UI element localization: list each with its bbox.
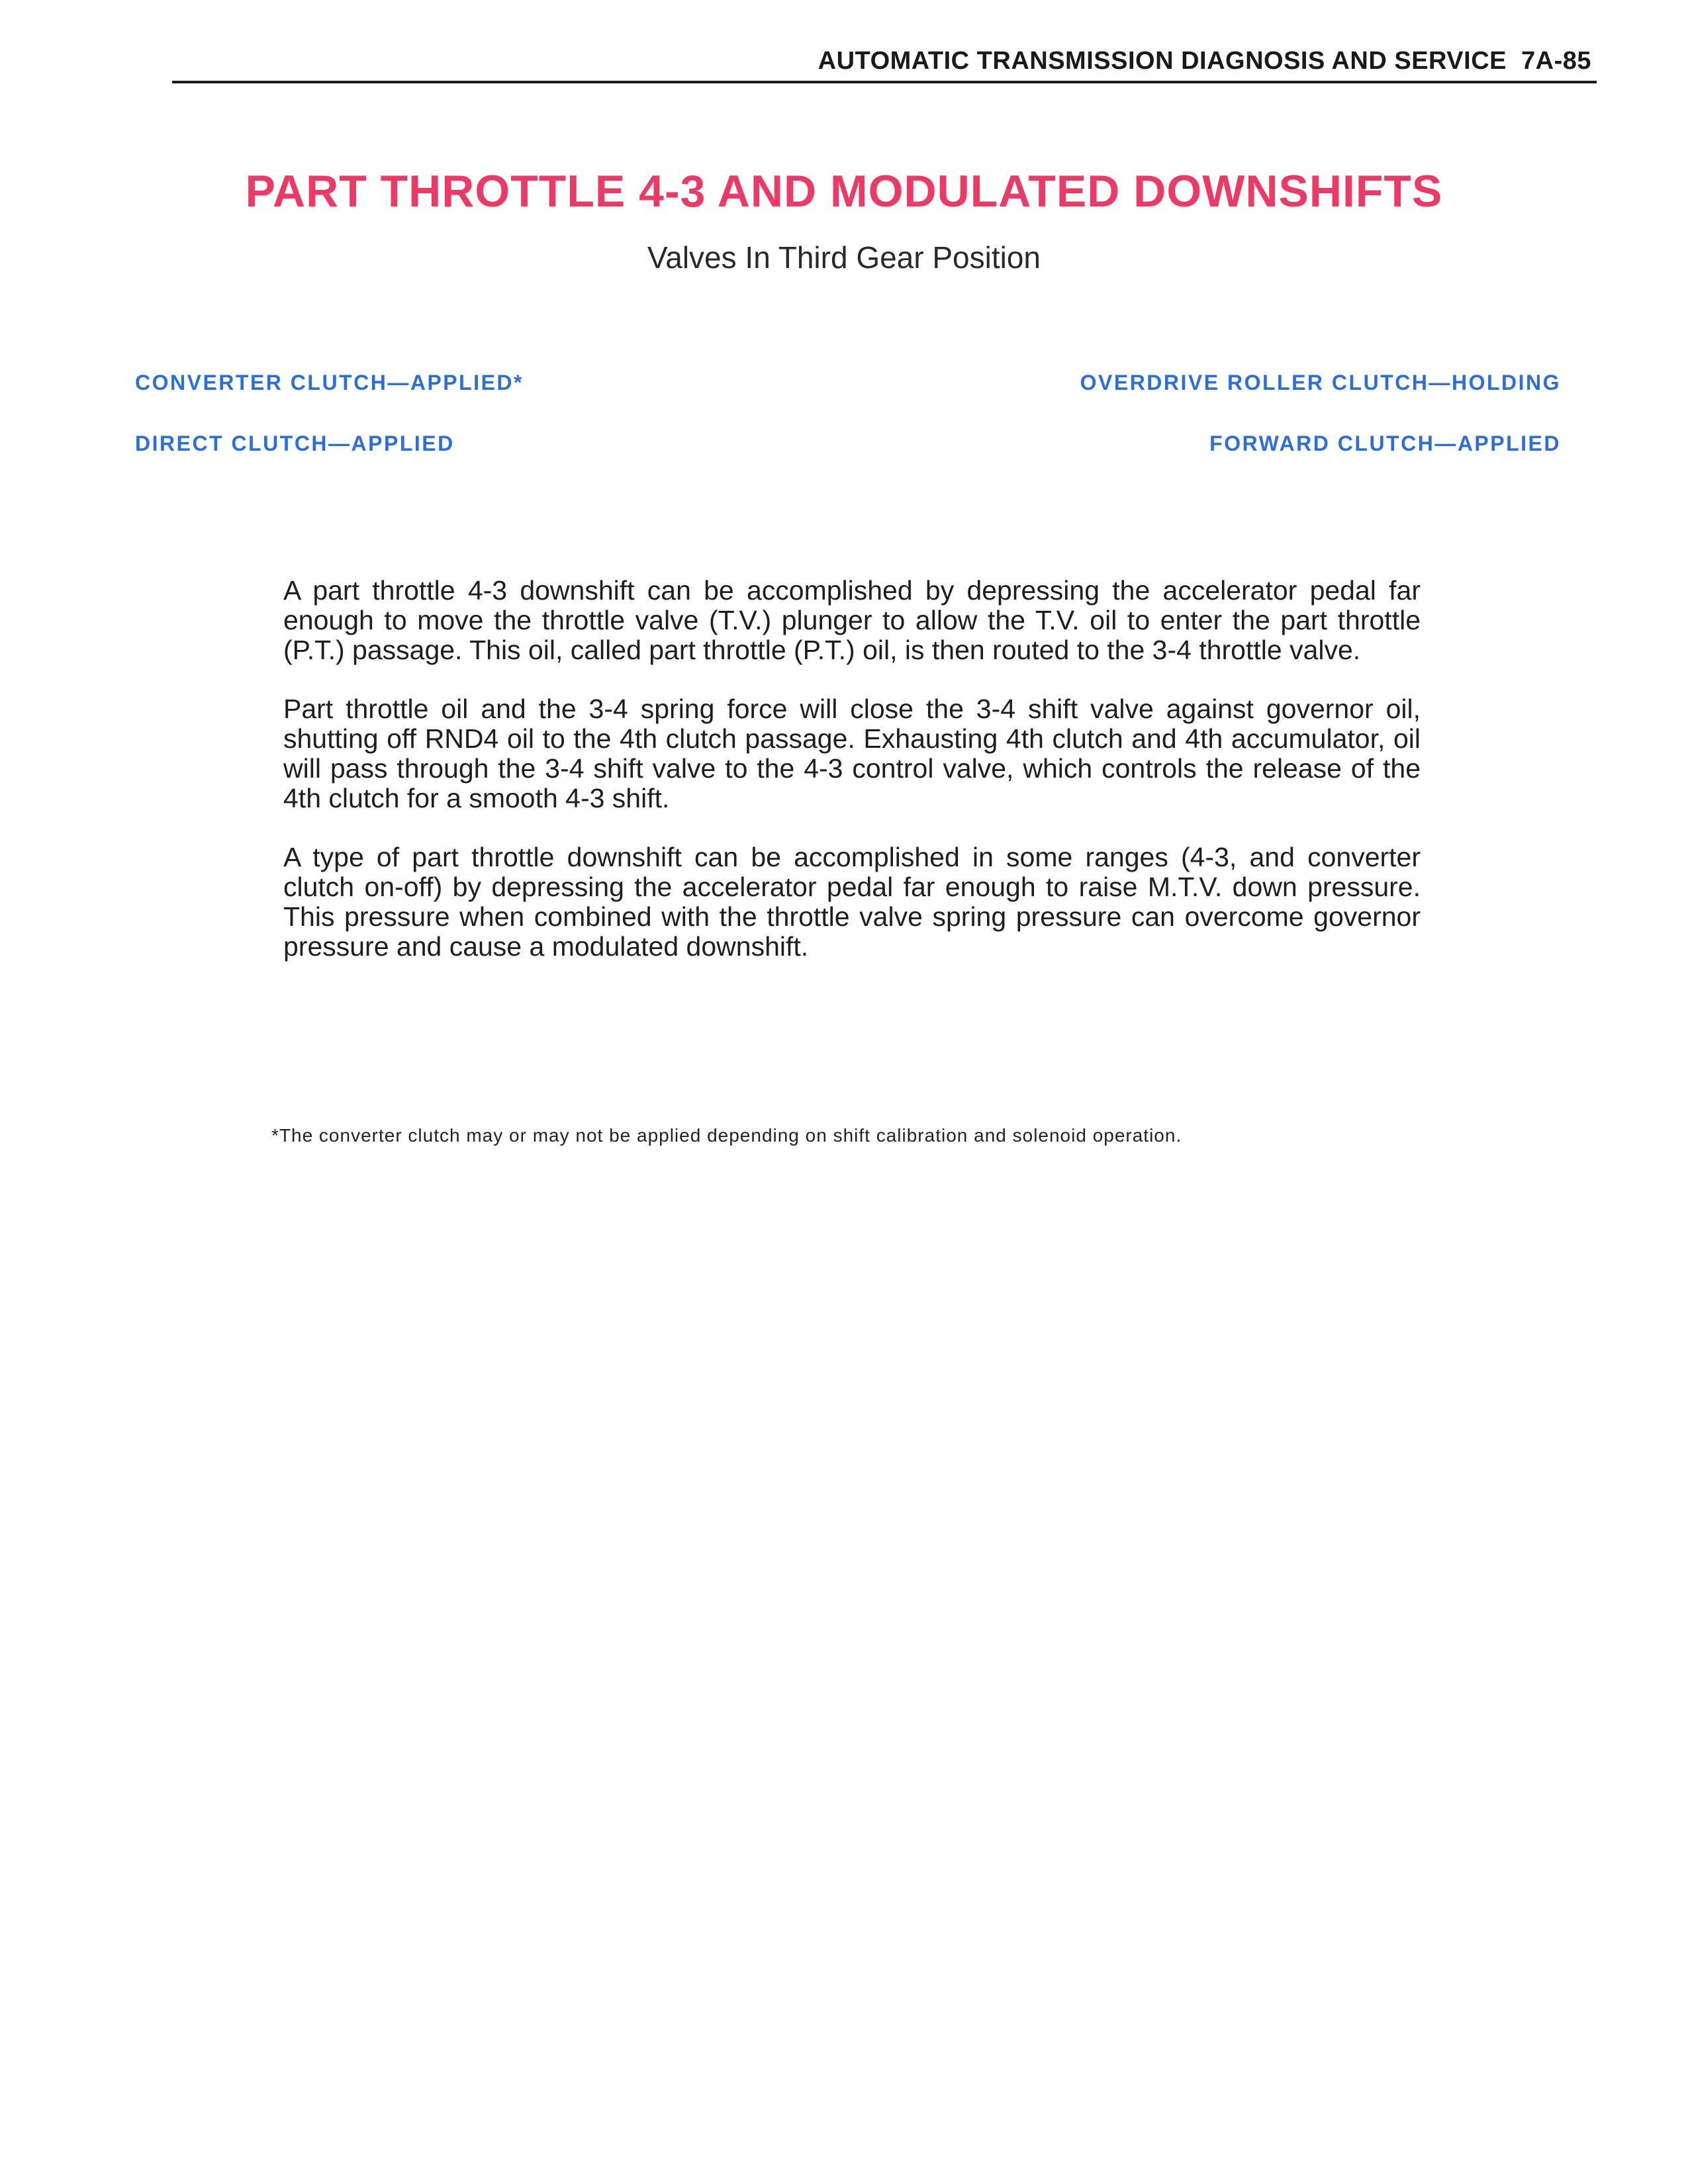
body-text (283, 576, 1421, 991)
paragraph-modulated-downshift: A type of part throttle downshift can be accomplished in some ranges (4-3, and converter clutch on-off) by depressing the accelerator pedal far enough to raise M.T.V. down pressure. This pressure when combined with the throttle valve spring pressure can overcome governor pressure and cause a modulated downshift. (283, 842, 1421, 962)
page-title: PART THROTTLE 4-3 AND MODULATED DOWNSHIFTS (245, 166, 1443, 216)
header-text (818, 47, 1591, 75)
direct-clutch-status: DIRECT CLUTCH—APPLIED (135, 432, 455, 455)
overdrive-roller-clutch-status: OVERDRIVE ROLLER CLUTCH—HOLDING (1080, 371, 1561, 394)
header-title: AUTOMATIC TRANSMISSION DIAGNOSIS AND SERVICE (818, 47, 1507, 75)
running-header (172, 44, 1597, 83)
forward-clutch-status: FORWARD CLUTCH—APPLIED (1209, 432, 1561, 455)
footnote: *The converter clutch may or may not be applied depending on shift calibration and solenoid operation. (271, 1125, 1182, 1146)
paragraph-shift-valve: Part throttle oil and the 3-4 spring force will close the 3-4 shift valve against governor oil, shutting off RND4 oil to the 4th clutch passage. Exhausting 4th clutch and 4th accumulator, oil will pass through the 3-4 shift valve to the 4-3 control valve, which controls the release of the 4th clutch for a smooth 4-3 shift. (283, 694, 1421, 813)
converter-clutch-status: CONVERTER CLUTCH—APPLIED* (135, 371, 524, 394)
page-number: 7A-85 (1521, 47, 1591, 75)
paragraph-part-throttle-downshift: A part throttle 4-3 downshift can be accomplished by depressing the accelerator pedal far enough to move the throttle valve (T.V.) plunger to allow the T.V. oil to enter the part throttle (P.T.) passage. This oil, called part throttle (P.T.) oil, is then routed to the 3-4 throttle valve. (283, 575, 1421, 665)
page-subtitle: Valves In Third Gear Position (647, 240, 1041, 275)
